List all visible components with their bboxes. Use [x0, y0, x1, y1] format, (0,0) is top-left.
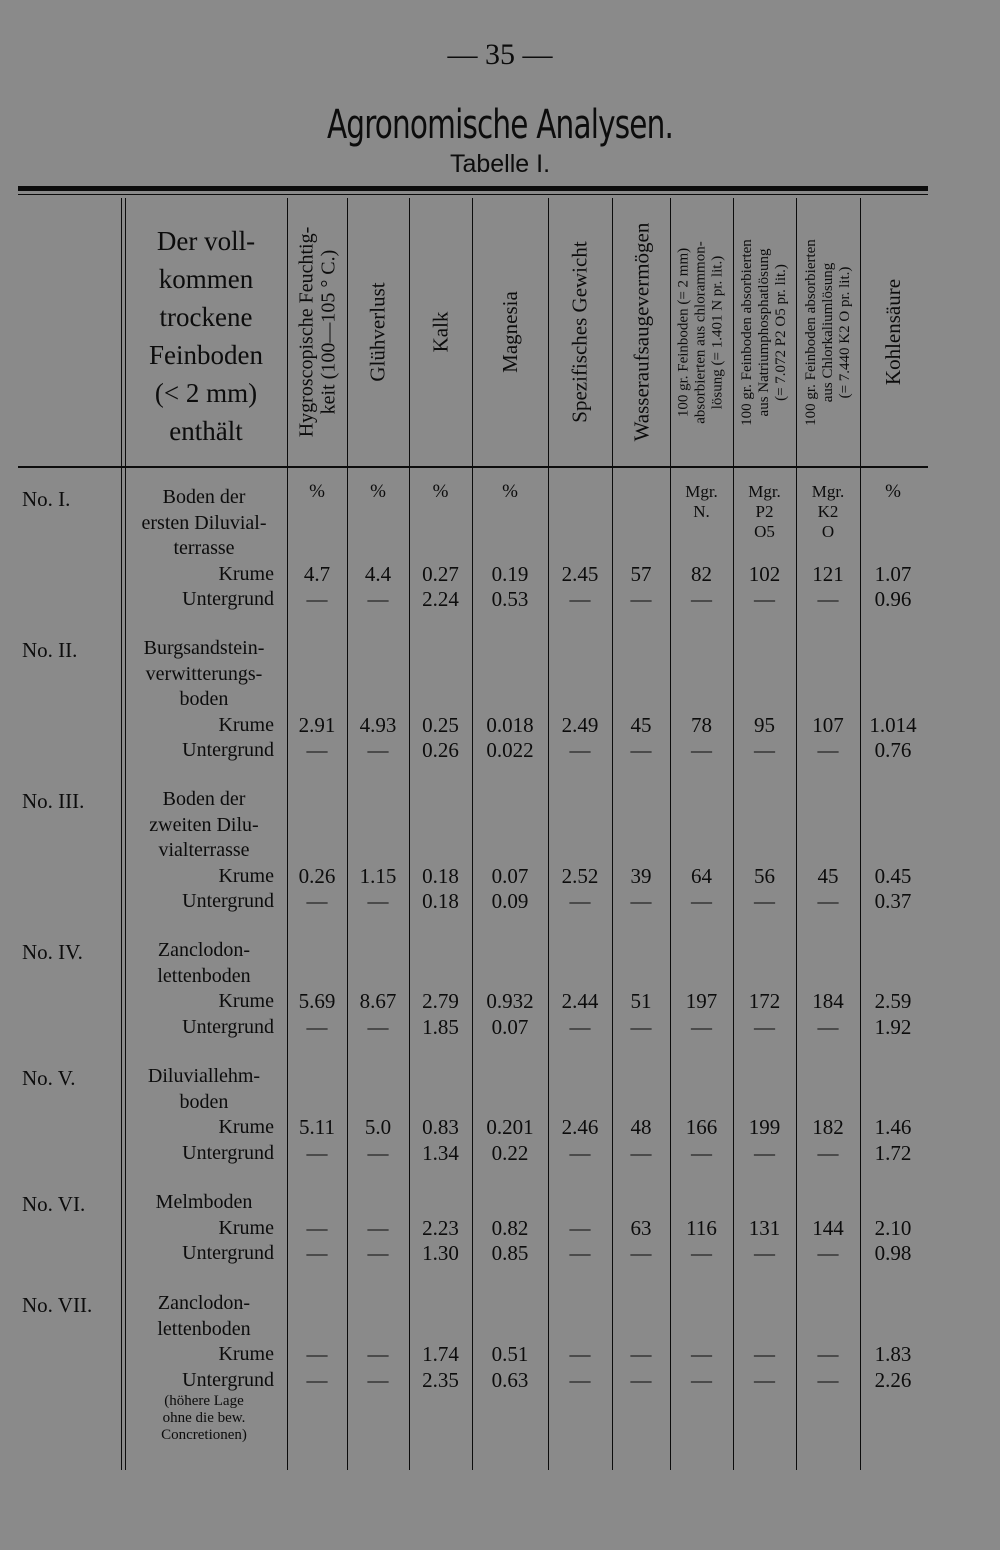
krume-value: 0.932: [486, 989, 534, 1013]
untergrund-value: —: [817, 1014, 839, 1039]
untergrund-value: —: [691, 1014, 712, 1039]
row-number: No. II.: [22, 638, 78, 662]
row-description: [124, 938, 284, 1040]
krume-value: 0.27: [422, 561, 459, 586]
krume-value: 2.79: [422, 989, 459, 1013]
row-note-line: ohne die bew.: [162, 1410, 246, 1426]
column-header-line: 100 gr. Feinboden absorbierten: [802, 238, 819, 426]
untergrund-value: —: [754, 1367, 775, 1392]
stub-header-line: Der voll-: [156, 226, 256, 256]
description-line: lettenboden: [157, 964, 251, 987]
row-number: No. IV.: [22, 940, 83, 964]
krume-value: —: [817, 1342, 839, 1366]
krume-value: —: [569, 1342, 591, 1366]
untergrund-value: —: [754, 1014, 775, 1039]
untergrund-value: —: [754, 587, 775, 611]
top-rule-thin: [18, 194, 928, 195]
untergrund-value: 2.35: [422, 1367, 459, 1392]
row-description: [124, 636, 284, 764]
description-line: boden: [179, 688, 229, 710]
untergrund-value: —: [306, 1241, 328, 1265]
description-line: lettenboden: [157, 1317, 251, 1340]
column-header-line: Kohlensäure: [881, 278, 906, 386]
untergrund-value: 0.26: [422, 738, 459, 762]
row-description: [124, 1291, 284, 1444]
krume-value: 131: [748, 1215, 781, 1240]
column-header-text: [630, 223, 652, 442]
column-header-line: Wasseraufsaugevermögen: [629, 222, 653, 442]
unit-label: Mgr. P2 O5: [748, 482, 781, 541]
krume-value: 2.45: [561, 561, 599, 586]
untergrund-value: —: [817, 1140, 839, 1165]
description-line: verwitterungs-: [145, 662, 263, 685]
untergrund-value: —: [569, 587, 591, 611]
krume-value: 51: [630, 989, 652, 1013]
krume-value: 199: [748, 1115, 781, 1139]
untergrund-value: —: [630, 889, 652, 913]
column-header-text: [367, 282, 389, 381]
untergrund-value: 2.26: [874, 1367, 912, 1392]
untergrund-value: —: [630, 1014, 652, 1039]
krume-value: 1.07: [874, 561, 912, 586]
unit-label: %: [432, 481, 449, 502]
krume-value: 0.45: [874, 863, 912, 888]
top-rule-thick: [18, 186, 928, 191]
row-description: [124, 787, 284, 915]
untergrund-value: —: [630, 587, 652, 611]
krume-value: 166: [685, 1115, 718, 1139]
krume-value: —: [306, 1342, 328, 1366]
untergrund-value: —: [569, 1014, 591, 1039]
krume-value: 4.7: [303, 561, 331, 586]
untergrund-value: —: [630, 1241, 652, 1265]
untergrund-value: 0.76: [874, 738, 912, 762]
row-number: No. III.: [22, 789, 85, 813]
krume-label: Krume: [218, 562, 274, 585]
page-number: — 35 —: [447, 38, 553, 71]
krume-value: 45: [817, 863, 839, 888]
untergrund-value: 1.30: [422, 1241, 459, 1265]
untergrund-label: Untergrund: [182, 1141, 274, 1164]
untergrund-label: Untergrund: [182, 1015, 274, 1038]
untergrund-value: —: [817, 587, 839, 611]
untergrund-value: —: [630, 1140, 652, 1165]
untergrund-value: —: [817, 889, 839, 913]
column-header-text: [803, 239, 854, 426]
krume-value: 2.59: [874, 989, 912, 1013]
stub-header-line: kommen: [158, 264, 254, 294]
untergrund-value: —: [691, 1140, 712, 1165]
column-header-line: (= 7.072 P2 O5 pr. lit.): [773, 263, 790, 401]
untergrund-value: —: [691, 1367, 712, 1392]
krume-value: 0.201: [486, 1115, 534, 1139]
description-line: Boden der: [162, 486, 246, 508]
untergrund-value: —: [569, 889, 591, 913]
untergrund-value: —: [817, 1241, 839, 1265]
untergrund-value: —: [569, 1241, 591, 1265]
column-header: [347, 198, 409, 466]
untergrund-value: —: [367, 738, 389, 762]
column-header-line: Kalk: [428, 311, 453, 353]
krume-value: 116: [686, 1215, 717, 1240]
stub-header-line: Feinboden: [149, 340, 263, 370]
untergrund-value: —: [367, 1140, 389, 1165]
krume-value: 172: [748, 989, 781, 1013]
untergrund-value: 0.63: [491, 1367, 529, 1392]
krume-value: 0.018: [486, 712, 534, 737]
row-number: No. VI.: [22, 1192, 86, 1216]
column-header-text: [676, 241, 727, 423]
untergrund-value: —: [367, 1241, 389, 1265]
krume-value: 2.49: [561, 712, 599, 737]
untergrund-value: —: [817, 738, 839, 762]
row-number: No. VII.: [22, 1293, 93, 1317]
untergrund-value: —: [691, 587, 712, 611]
krume-value: 2.23: [422, 1215, 459, 1240]
untergrund-value: —: [691, 1241, 712, 1265]
column-header-line: (= 7.440 K2 O pr. lit.): [836, 266, 853, 398]
krume-label: Krume: [218, 864, 274, 887]
untergrund-value: 1.34: [422, 1140, 459, 1165]
krume-value: —: [367, 1342, 389, 1366]
untergrund-value: —: [306, 889, 328, 913]
untergrund-value: —: [367, 587, 389, 611]
krume-value: —: [630, 1342, 652, 1366]
untergrund-value: 0.37: [874, 889, 912, 913]
krume-value: 39: [630, 863, 652, 888]
column-header: [860, 198, 926, 466]
column-header-line: aus Natriumphosphatlösung: [756, 248, 773, 416]
krume-value: 0.25: [422, 712, 459, 737]
column-header: [612, 198, 670, 466]
untergrund-value: 0.18: [422, 889, 459, 913]
column-header-text: [429, 312, 451, 353]
stub-rule-left: [121, 198, 122, 1470]
description-line: vialterrasse: [158, 839, 250, 861]
krume-value: 0.26: [298, 863, 336, 888]
krume-value: 0.82: [491, 1215, 529, 1240]
krume-value: 5.11: [299, 1115, 335, 1139]
krume-label: Krume: [218, 1116, 274, 1138]
krume-value: —: [691, 1342, 712, 1366]
stub-header-line: (< 2 mm): [154, 378, 258, 408]
untergrund-value: 0.98: [874, 1241, 912, 1265]
column-header: [733, 198, 796, 466]
untergrund-value: 1.92: [874, 1014, 912, 1039]
untergrund-value: 0.09: [491, 889, 529, 913]
krume-value: 2.46: [561, 1115, 599, 1139]
column-header-line: keit (100—105 ° C.): [317, 249, 340, 415]
untergrund-label: Untergrund: [182, 1242, 274, 1264]
untergrund-label: Untergrund: [182, 739, 274, 761]
untergrund-value: 2.24: [422, 587, 459, 611]
krume-value: 1.74: [422, 1342, 459, 1366]
krume-value: 1.83: [874, 1342, 912, 1366]
krume-value: —: [754, 1342, 775, 1366]
krume-label: Krume: [218, 1343, 274, 1365]
description-line: Boden der: [162, 788, 246, 810]
unit-label: %: [502, 481, 518, 502]
description-line: Melmboden: [155, 1191, 253, 1213]
krume-value: 5.0: [364, 1115, 392, 1139]
krume-value: 0.51: [491, 1342, 529, 1366]
untergrund-value: 0.96: [874, 587, 912, 611]
column-header: [287, 198, 347, 466]
column-header-line: Glühverlust: [366, 282, 390, 382]
column-header-line: Hygroscopische Feuchtig-: [295, 226, 318, 438]
column-header-text: [295, 227, 339, 438]
column-header: [796, 198, 860, 466]
column-header: [548, 198, 612, 466]
row-number: No. V.: [22, 1066, 76, 1090]
untergrund-value: 0.53: [491, 587, 529, 611]
krume-value: 0.07: [491, 863, 529, 888]
description-line: Zanclodon-: [157, 939, 251, 961]
untergrund-value: 0.022: [486, 738, 534, 762]
krume-value: —: [569, 1215, 591, 1240]
krume-value: 0.19: [491, 561, 529, 586]
untergrund-value: —: [630, 738, 652, 762]
unit-label: %: [309, 481, 325, 502]
column-header-line: absorbierten aus chlorammon-: [693, 240, 710, 424]
krume-value: 0.18: [422, 863, 459, 888]
krume-value: 184: [812, 989, 844, 1013]
krume-value: 197: [685, 989, 718, 1013]
untergrund-value: —: [367, 1367, 389, 1392]
untergrund-value: —: [691, 889, 712, 913]
krume-value: 1.15: [359, 863, 397, 888]
krume-value: 121: [812, 561, 844, 586]
krume-value: 144: [812, 1215, 844, 1240]
krume-value: 1.014: [869, 712, 917, 737]
unit-label: Mgr. N.: [685, 482, 718, 521]
krume-value: 56: [754, 863, 775, 888]
krume-value: 107: [812, 712, 844, 737]
row-description: [124, 1064, 284, 1166]
description-line: terrasse: [173, 537, 235, 559]
untergrund-value: —: [754, 1241, 775, 1265]
description-line: boden: [179, 1090, 229, 1113]
untergrund-value: —: [306, 1367, 328, 1392]
untergrund-value: 0.85: [491, 1241, 529, 1265]
description-line: ersten Diluvial-: [141, 511, 267, 534]
description-line: Zanclodon-: [157, 1292, 251, 1314]
untergrund-value: —: [569, 738, 591, 762]
stub-header-line: enthält: [169, 416, 243, 446]
description-line: Diluviallehm-: [147, 1065, 261, 1087]
description-line: Burgsandstein-: [143, 637, 265, 659]
row-note-line: Concretionen): [161, 1427, 247, 1443]
column-header-line: 100 gr. Feinboden (= 2 mm): [676, 247, 693, 417]
krume-value: 1.46: [874, 1115, 912, 1139]
column-header-line: lösung (= 1.401 N pr. lit.): [710, 255, 727, 409]
unit-label: %: [885, 481, 901, 502]
krume-value: 82: [691, 561, 712, 586]
untergrund-value: —: [691, 738, 712, 762]
stub-header-line: trockene: [159, 302, 253, 332]
krume-value: 48: [630, 1115, 652, 1139]
krume-value: —: [306, 1215, 328, 1240]
table-subtitle: Tabelle I.: [449, 150, 551, 178]
untergrund-value: —: [306, 1140, 328, 1165]
krume-value: 2.10: [874, 1215, 912, 1240]
stub-header: [126, 222, 286, 450]
row-note-line: (höhere Lage: [164, 1393, 244, 1409]
untergrund-value: —: [306, 738, 328, 762]
column-header-line: Spezifisches Gewicht: [568, 241, 592, 423]
column-header: [472, 198, 548, 466]
untergrund-value: —: [569, 1140, 591, 1165]
krume-label: Krume: [218, 713, 274, 736]
unit-label: Mgr. K2 O: [811, 482, 845, 541]
column-header: [670, 198, 733, 466]
column-header-text: [569, 241, 591, 422]
column-header: [409, 198, 472, 466]
krume-value: 0.83: [422, 1115, 459, 1139]
krume-value: —: [367, 1215, 389, 1240]
krume-value: 78: [691, 712, 712, 737]
krume-value: 8.67: [359, 989, 397, 1013]
krume-value: 182: [812, 1115, 844, 1139]
krume-value: 102: [748, 561, 781, 586]
untergrund-value: 0.22: [491, 1140, 529, 1165]
untergrund-value: —: [569, 1367, 591, 1392]
page-title: Agronomische Analysen.: [326, 102, 674, 148]
krume-value: 2.91: [298, 712, 336, 737]
krume-value: 95: [754, 712, 775, 737]
untergrund-value: —: [754, 738, 775, 762]
row-description: [124, 485, 284, 613]
untergrund-value: —: [630, 1367, 652, 1392]
untergrund-label: Untergrund: [182, 890, 274, 912]
row-number: No. I.: [22, 487, 71, 511]
header-rule: [18, 466, 928, 468]
krume-value: 2.52: [561, 863, 599, 888]
untergrund-value: —: [367, 889, 389, 913]
krume-label: Krume: [218, 1216, 274, 1239]
untergrund-value: 1.85: [422, 1014, 459, 1039]
untergrund-value: —: [754, 1140, 775, 1165]
untergrund-value: —: [754, 889, 775, 913]
untergrund-value: —: [306, 1014, 328, 1039]
untergrund-value: —: [306, 587, 328, 611]
krume-value: 57: [630, 561, 652, 586]
column-header-text: [499, 291, 521, 373]
unit-label: %: [370, 481, 386, 502]
column-header-text: [882, 279, 904, 385]
row-description: [124, 1190, 284, 1267]
krume-value: 5.69: [298, 989, 336, 1013]
krume-value: 4.93: [359, 712, 397, 737]
krume-value: 64: [691, 863, 712, 888]
untergrund-label: Untergrund: [182, 1368, 274, 1391]
krume-value: 2.44: [561, 989, 599, 1013]
krume-label: Krume: [218, 990, 274, 1012]
column-header-text: [739, 239, 790, 426]
untergrund-value: —: [367, 1014, 389, 1039]
column-header-line: aus Chlorkaliumlösung: [819, 262, 836, 402]
untergrund-value: —: [817, 1367, 839, 1392]
column-header-line: 100 gr. Feinboden absorbierten: [739, 238, 756, 426]
krume-value: 63: [630, 1215, 652, 1240]
untergrund-value: 1.72: [874, 1140, 912, 1165]
description-line: zweiten Dilu-: [149, 813, 259, 836]
untergrund-value: 0.07: [491, 1014, 529, 1039]
krume-value: 4.4: [364, 561, 392, 586]
column-header-line: Magnesia: [498, 291, 522, 373]
krume-value: 45: [630, 712, 652, 737]
untergrund-label: Untergrund: [182, 588, 274, 610]
